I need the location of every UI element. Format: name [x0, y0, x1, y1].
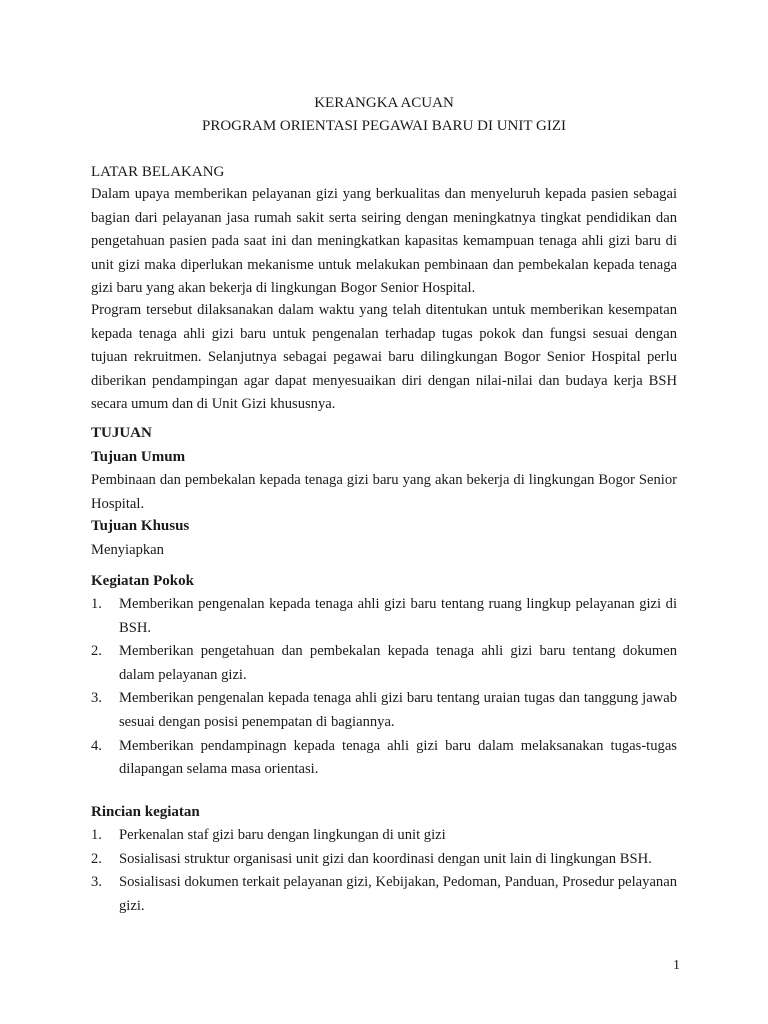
list-item: [91, 848, 677, 872]
list-item-number: 1.: [91, 596, 102, 612]
tujuan-khusus-text: Menyiapkan: [91, 542, 164, 558]
list-item-number: 3.: [91, 874, 102, 891]
list-item-text: Sosialisasi dokumen terkait pelayanan gizi, Kebijakan, Pedoman, Panduan, Prosedur pelayanan gizi.: [119, 874, 677, 914]
latar-belakang-paragraph-2: Program tersebut dilaksanakan dalam waktu yang telah ditentukan untuk memberikan kesempatan kepada tenaga ahli gizi baru untuk pengenalan terhadap tugas pokok dan fungsi sesuai dengan tujuan rekruitmen. Selanjutnya sebagai pegawai baru dilingkungan Bogor Senior Hospital perlu diberikan pendampingan agar dapat menyesuaikan diri dengan nilai-nilai dan budaya kerja BSH secara umum dan di Unit Gizi khususnya.: [91, 302, 677, 413]
list-item: [91, 735, 677, 782]
list-item-number: 2.: [91, 850, 102, 867]
list-item-number: 1.: [91, 827, 102, 843]
list-item-number: 2.: [91, 643, 102, 660]
list-item-text: Memberikan pendampinagn kepada tenaga ahli gizi baru dalam melaksanakan tugas-tugas dilapangan selama masa orientasi.: [119, 737, 677, 778]
kegiatan-pokok-heading: Kegiatan Pokok: [91, 573, 194, 589]
section-heading-latar-belakang: LATAR BELAKANG: [91, 164, 225, 180]
list-item: [91, 687, 677, 734]
list-item-text: Perkenalan staf gizi baru dengan lingkungan di unit gizi: [119, 827, 446, 843]
list-item: [91, 824, 677, 848]
list-item-text: Sosialisasi struktur organisasi unit gizi dan koordinasi dengan unit lain di lingkungan BSH.: [119, 850, 652, 867]
tujuan-umum-heading: Tujuan Umum: [91, 449, 186, 465]
kegiatan-pokok-list: [91, 593, 677, 782]
section-heading-tujuan: TUJUAN: [91, 425, 152, 441]
document-title-line2: PROGRAM ORIENTASI PEGAWAI BARU DI UNIT GIZI: [202, 118, 566, 134]
list-item-text: Memberikan pengenalan kepada tenaga ahli gizi baru tentang ruang lingkup pelayanan gizi di BSH.: [119, 596, 677, 636]
document-title-line1: KERANGKA ACUAN: [314, 95, 454, 111]
tujuan-umum-text: Pembinaan dan pembekalan kepada tenaga gizi baru yang akan bekerja di lingkungan Bogor Senior Hospital.: [91, 472, 677, 512]
list-item: [91, 593, 677, 640]
list-item-number: 4.: [91, 737, 102, 754]
tujuan-khusus-heading: Tujuan Khusus: [91, 518, 190, 534]
rincian-kegiatan-heading: Rincian kegiatan: [91, 804, 200, 820]
list-item: [91, 640, 677, 687]
rincian-kegiatan-list: [91, 824, 677, 918]
latar-belakang-paragraph-1: Dalam upaya memberikan pelayanan gizi yang berkualitas dan menyeluruh kepada pasien sebagai bagian dari pelayanan jasa rumah sakit serta seiring dengan meningkatnya tingkat pendidikan dan pengetahuan pasien pada saat ini dan meningkatkan kapasitas kemampuan tenaga ahli gizi baru di unit gizi maka diperlukan mekanisme untuk melakukan pembinaan dan pembekalan kepada tenaga gizi baru yang akan bekerja di lingkungan Bogor Senior Hospital.: [91, 186, 677, 297]
list-item: [91, 871, 677, 918]
list-item-text: Memberikan pengetahuan dan pembekalan kepada tenaga ahli gizi baru tentang dokumen dalam pelayanan gizi.: [119, 643, 677, 683]
list-item-number: 3.: [91, 690, 102, 707]
list-item-text: Memberikan pengenalan kepada tenaga ahli gizi baru tentang uraian tugas dan tanggung jawab sesuai dengan posisi penempatan di bagiannya.: [119, 690, 677, 730]
page-number: 1: [673, 958, 680, 973]
